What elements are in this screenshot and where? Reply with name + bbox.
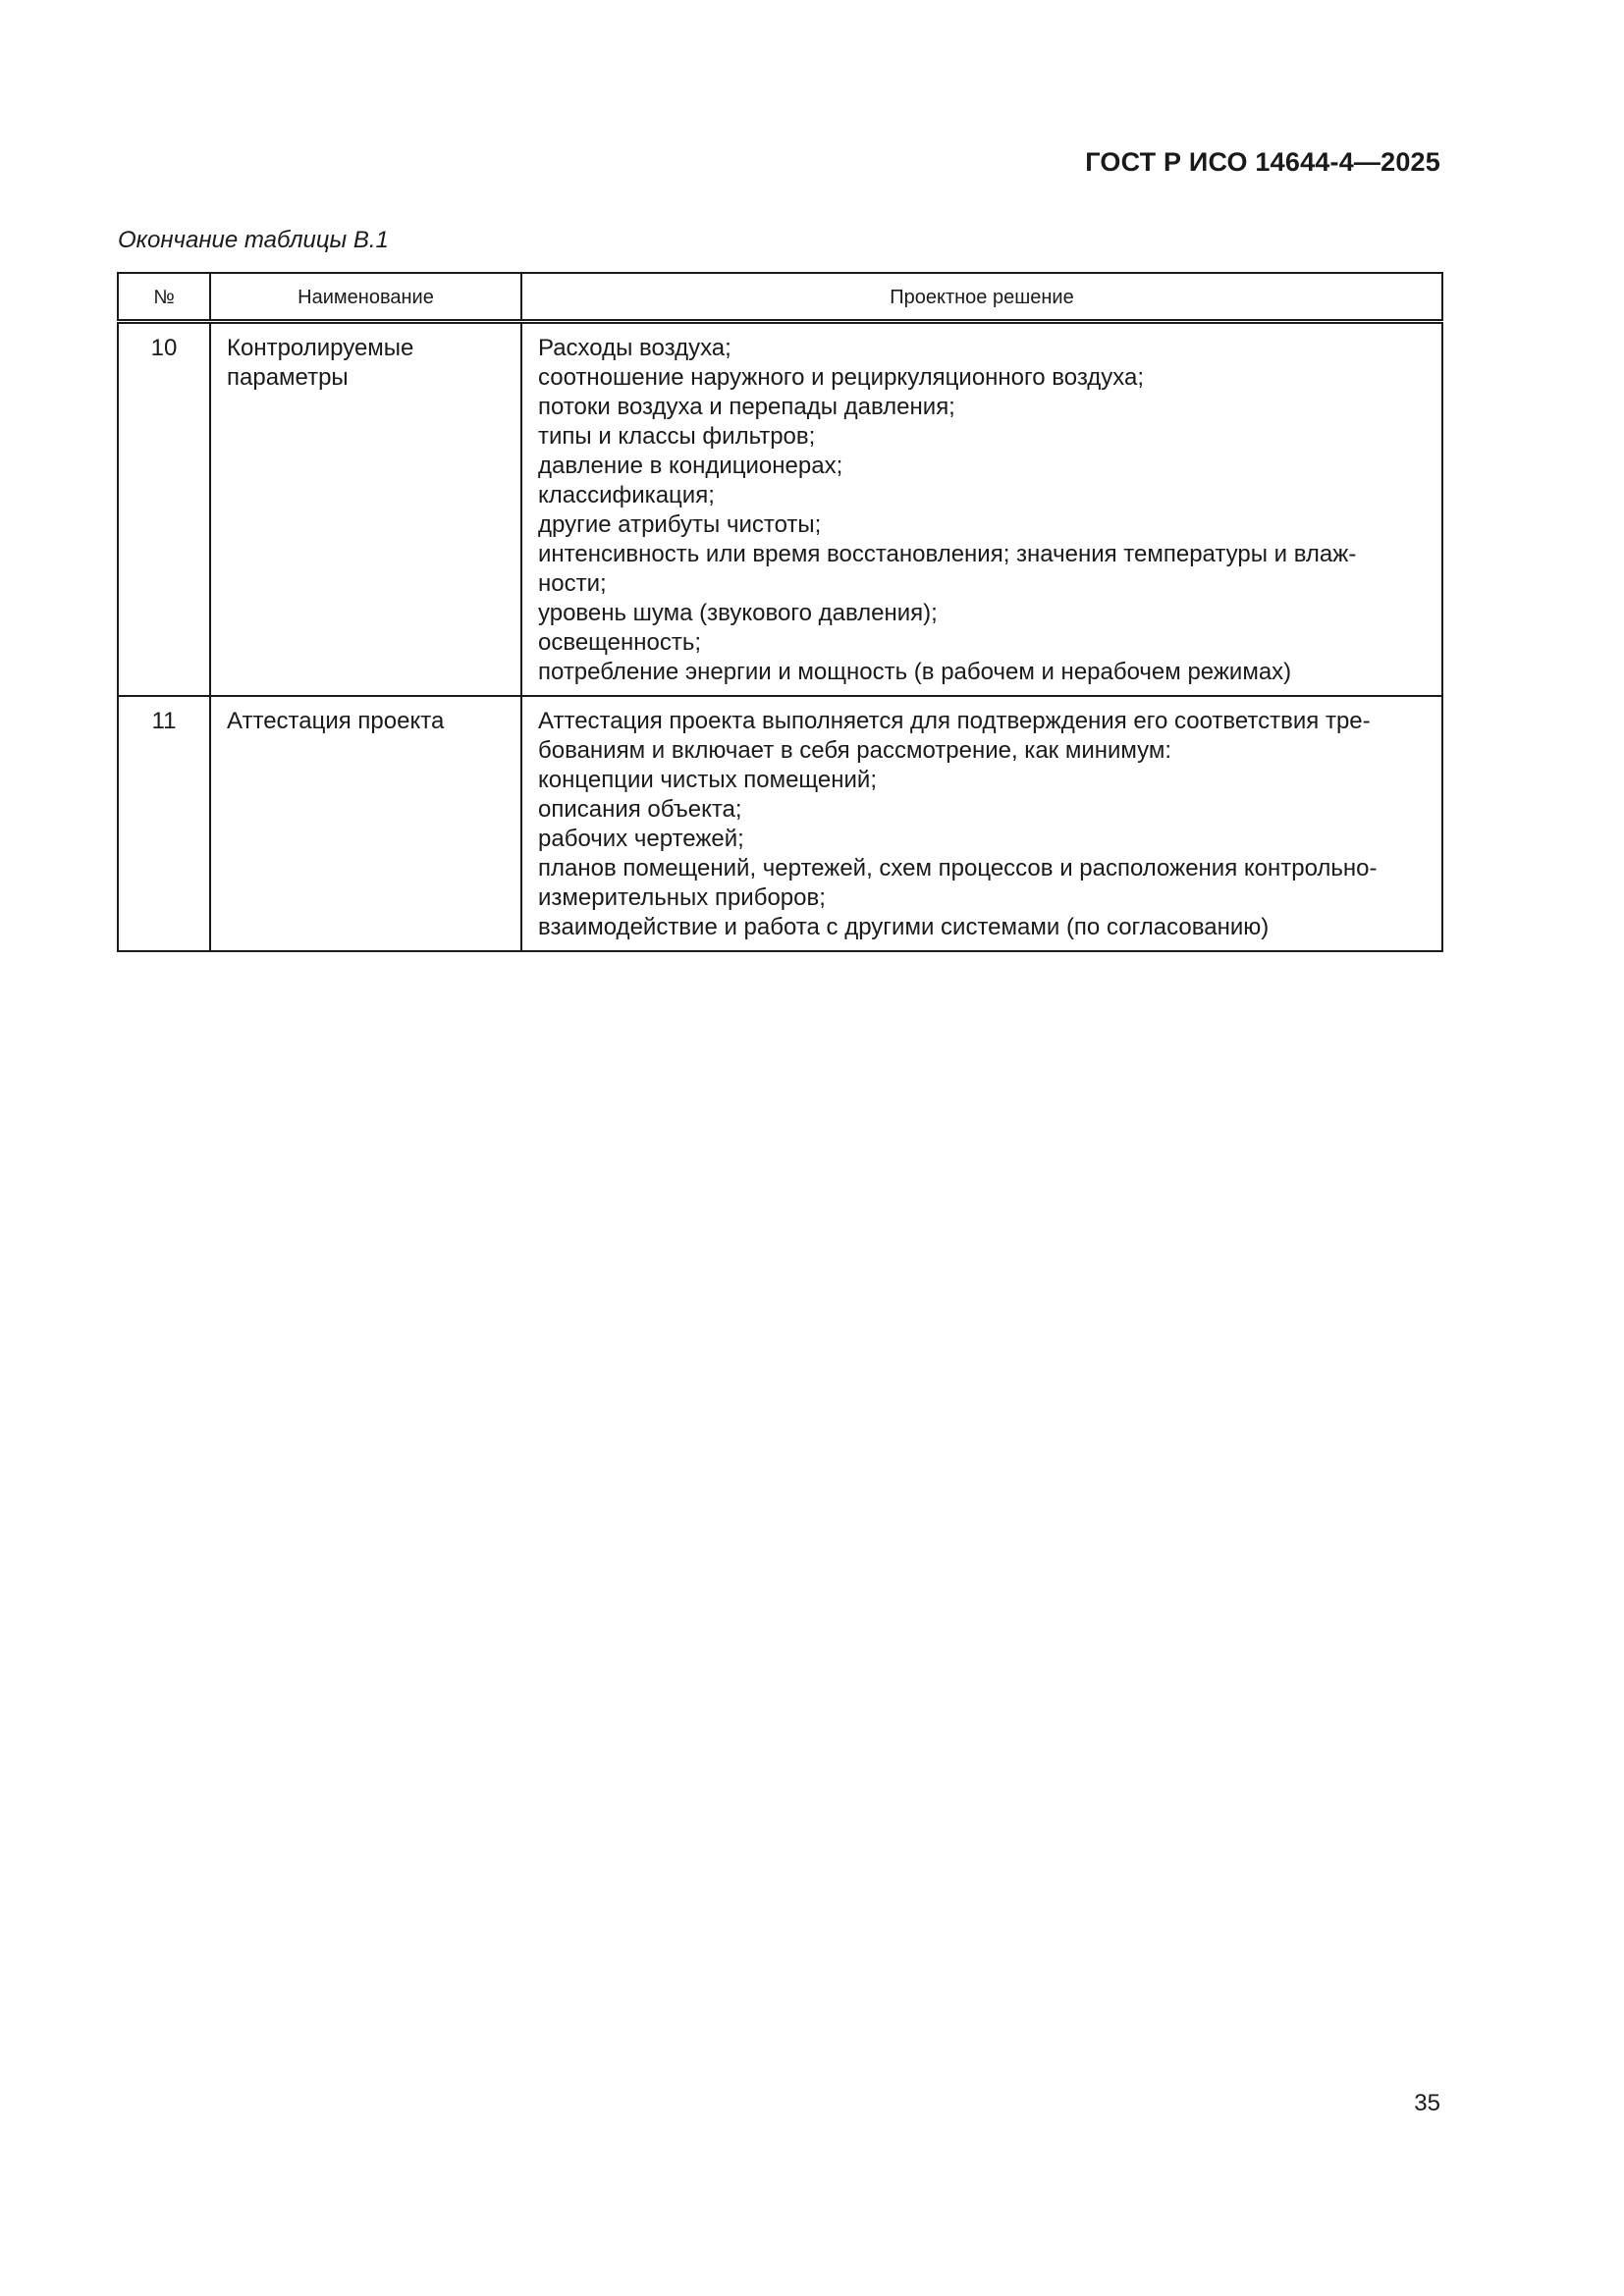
solution-line: ности; [538,570,607,597]
document-code: ГОСТ Р ИСО 14644-4—2025 [1085,147,1440,177]
solution-line: рабочих чертежей; [538,826,744,852]
page-number: 35 [1414,2090,1440,2116]
row-number: 10 [118,322,210,697]
solution-line: типы и классы фильтров; [538,423,816,450]
solution-line: давление в кондиционерах; [538,453,843,479]
row-name-line: Аттестация проекта [227,708,445,734]
solution-line: соотношение наружного и рециркуляционного воздуха; [538,364,1145,391]
solution-line: интенсивность или время восстановления; значения температуры и влаж- [538,541,1357,567]
solution-line: потоки воздуха и перепады давления; [538,394,955,420]
solution-line: Расходы воздуха; [538,335,731,361]
column-header-name: Наименование [210,273,521,322]
table-header-row [118,273,1442,322]
solution-line: планов помещений, чертежей, схем процессов и расположения контрольно- [538,855,1378,881]
solution-line: описания объекта; [538,796,742,823]
table-row [118,696,1442,951]
row-solution [521,322,1442,697]
row-name [210,322,521,697]
table-row [118,322,1442,697]
row-number: 11 [118,696,210,951]
solution-line: уровень шума (звукового давления); [538,600,938,626]
column-header-number: № [118,273,210,322]
solution-line: Аттестация проекта выполняется для подтверждения его соответствия тре- [538,708,1371,734]
solution-line: другие атрибуты чистоты; [538,511,822,538]
table-caption: Окончание таблицы В.1 [118,227,389,253]
solution-line: концепции чистых помещений; [538,767,877,793]
row-name-line: параметры [227,364,349,391]
spec-table [117,272,1443,952]
row-name-line: Контролируемые [227,335,414,361]
column-header-solution: Проектное решение [521,273,1442,322]
solution-line: освещенность; [538,629,702,656]
solution-line: измерительных приборов; [538,884,826,911]
row-solution [521,696,1442,951]
solution-line: классификация; [538,482,715,508]
solution-line: взаимодействие и работа с другими системами (по согласованию) [538,914,1270,940]
solution-line: бованиям и включает в себя рассмотрение, как минимум: [538,737,1172,764]
solution-line: потребление энергии и мощность (в рабочем и нерабочем режимах) [538,659,1292,685]
row-name [210,696,521,951]
